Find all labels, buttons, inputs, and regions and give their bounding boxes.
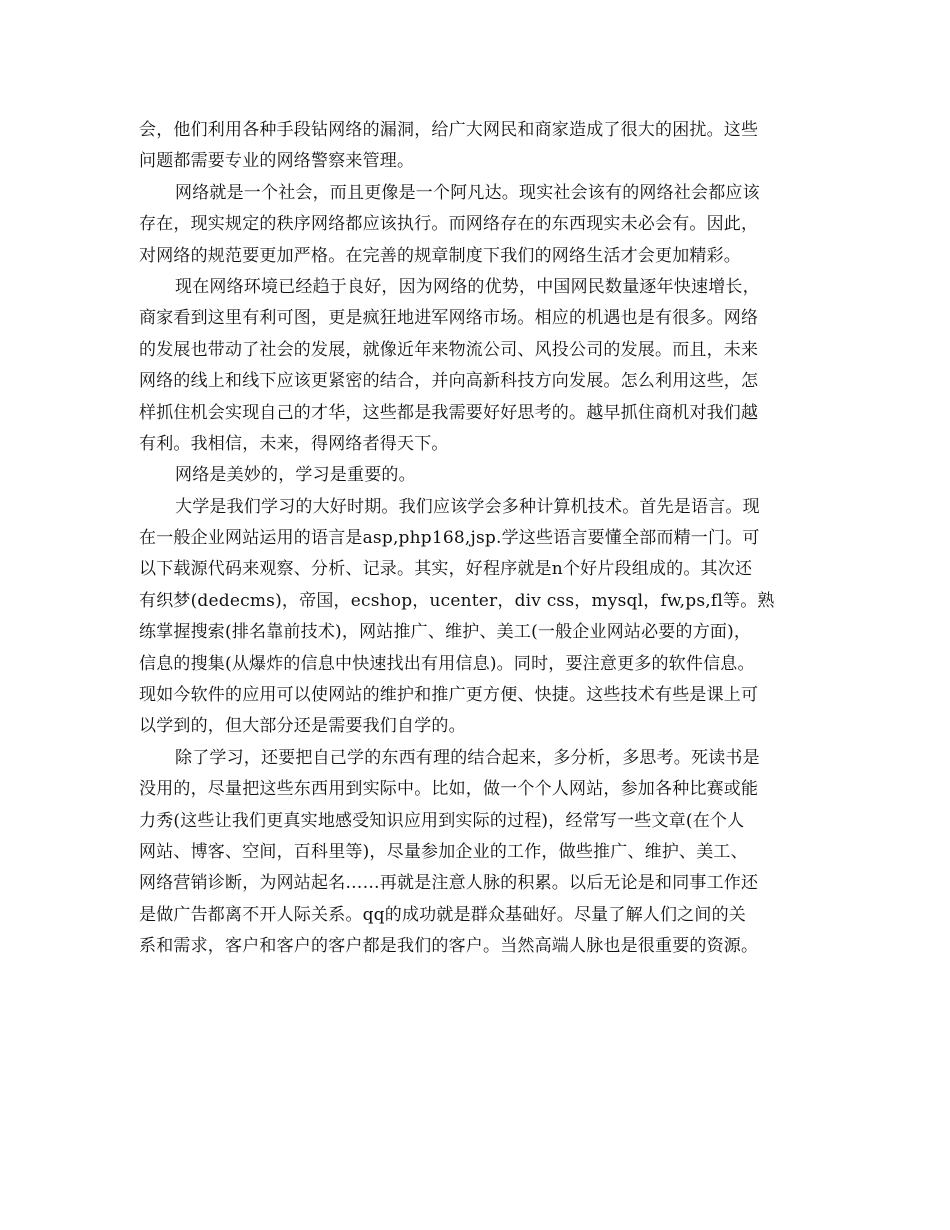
paragraph-line: 商家看到这里有利可图，更是疯狂地进军网络市场。相应的机遇也是有很多。网络 <box>139 308 759 329</box>
paragraph-line: 在一般企业网站运用的语言是asp,php168,jsp.学这些语言要懂全部而精一门。可 <box>139 528 760 549</box>
paragraph-first-line: 网络是美妙的，学习是重要的。 <box>175 465 416 486</box>
paragraph-line: 练掌握搜索(排名靠前技术)，网站推广、维护、美工(一般企业网站必要的方面)， <box>139 622 752 643</box>
paragraph-first-line: 大学是我们学习的大好时期。我们应该学会多种计算机技术。首先是语言。现 <box>175 496 760 517</box>
paragraph-first-line: 现在网络环境已经趋于良好，因为网络的优势，中国网民数量逐年快速增长， <box>175 276 760 297</box>
paragraph-first-line: 网络就是一个社会，而且更像是一个阿凡达。现实社会该有的网络社会都应该 <box>175 182 760 203</box>
paragraph-line: 没用的，尽量把这些东西用到实际中。比如，做一个个人网站，参加各种比赛或能 <box>139 779 759 800</box>
paragraph-line: 现如今软件的应用可以使网站的维护和推广更方便、快捷。这些技术有些是课上可 <box>139 685 759 706</box>
paragraph-line: 网络营销诊断，为网站起名……再就是注意人脉的积累。以后无论是和同事工作还 <box>139 873 759 894</box>
paragraph-line: 以学到的，但大部分还是需要我们自学的。 <box>139 716 466 737</box>
paragraph-first-line: 除了学习，还要把自己学的东西有理的结合起来，多分析，多思考。死读书是 <box>175 747 760 768</box>
paragraph-line: 会，他们利用各种手段钻网络的漏洞，给广大网民和商家造成了很大的困扰。这些 <box>139 120 759 140</box>
paragraph-line: 是做广告都离不开人际关系。qq的成功就是群众基础好。尽量了解人们之间的关 <box>139 904 746 925</box>
paragraph-line: 存在，现实规定的秩序网络都应该执行。而网络存在的东西现实未必会有。因此， <box>139 214 759 235</box>
paragraph-line: 的发展也带动了社会的发展，就像近年来物流公司、风投公司的发展。而且，未来 <box>139 339 759 360</box>
paragraph-line: 样抓住机会实现自己的才华，这些都是我需要好好思考的。越早抓住商机对我们越 <box>139 402 759 423</box>
paragraph-line: 对网络的规范要更加严格。在完善的规章制度下我们的网络生活才会更加精彩。 <box>139 245 741 266</box>
paragraph-line: 力秀(这些让我们更真实地感受知识应用到实际的过程)，经常写一些文章(在个人 <box>139 810 745 831</box>
paragraph-line: 问题都需要专业的网络警察来管理。 <box>139 151 415 172</box>
paragraph-line: 以下载源代码来观察、分析、记录。其实，好程序就是n个好片段组成的。其次还 <box>139 559 753 580</box>
paragraph-line: 有织梦(dedecms)，帝国，ecshop，ucenter，div css，mysql，fw,ps,fl等。熟 <box>139 590 775 611</box>
paragraph-line: 网站、博客、空间，百科里等)，尽量参加企业的工作，做些推广、维护、美工、 <box>139 841 748 862</box>
paragraph-line: 系和需求，客户和客户的客户都是我们的客户。当然高端人脉也是很重要的资源。 <box>139 936 759 957</box>
paragraph-line: 有利。我相信，未来，得网络者得天下。 <box>139 433 449 454</box>
paragraph-line: 网络的线上和线下应该更紧密的结合，并向高新科技方向发展。怎么利用这些，怎 <box>139 371 759 392</box>
document-body <box>139 115 811 963</box>
paragraph-line: 信息的搜集(从爆炸的信息中快速找出有用信息)。同时，要注意更多的软件信息。 <box>139 653 755 674</box>
